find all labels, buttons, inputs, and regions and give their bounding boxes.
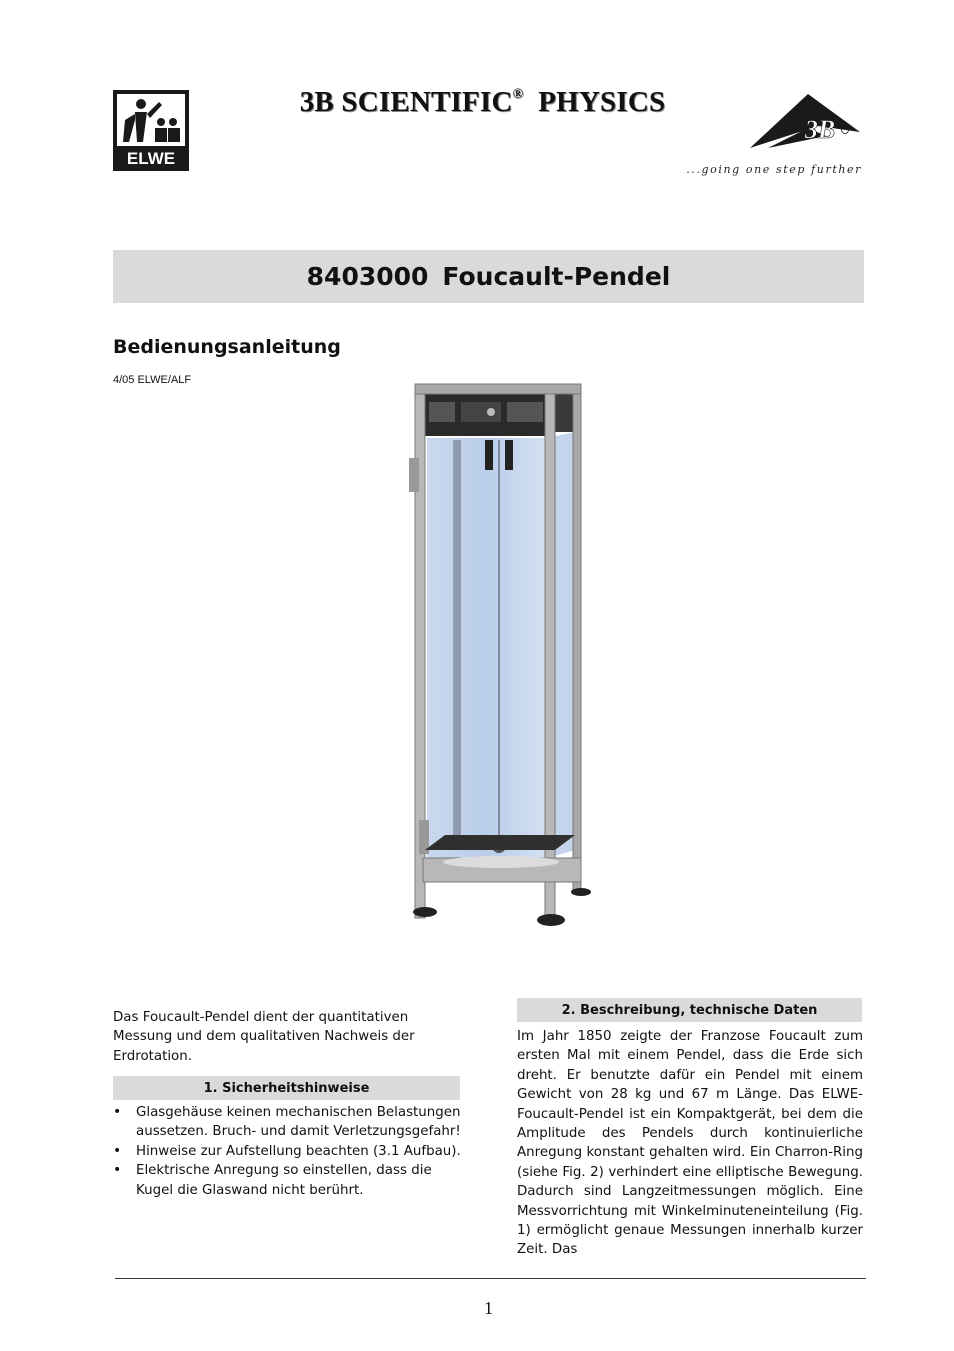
section-heading-safety: 1. Sicherheitshinweise [113,1076,460,1100]
product-code: 8403000 [306,262,429,291]
3b-logo-text: 3B [804,115,836,144]
registered-mark: ® [512,87,524,103]
brand-title [200,86,765,119]
section-heading-description: 2. Beschreibung, technische Daten [517,998,862,1022]
tagline: ...going one step further [686,163,862,176]
3b-logo [748,92,863,152]
product-name: Foucault-Pendel [442,262,671,291]
description-paragraph: Im Jahr 1850 zeigte der Franzose Foucault zum ersten Mal mit einem Pendel, dass die Erde sich dreht. Er benutzte dafür ein Pendel mit einem Gewicht von 28 kg und 67 m Länge. Das ELWE- Foucault-Pendel ist ein Kompaktgerät, bei dem die Amplitude des Pendels durch kontinuierliche Anregung konstant gehalten wird. Ein Charron-Ring (siehe Fig. 2) verhindert eine elliptische Bewegung. Dadurch sind Langzeitmessungen möglich. Eine Messvorrichtung mit Winkelminuteneinteilung (Fig. 1) ermöglicht genaue Messungen innerhalb kurzer Zeit. Das [517,1029,863,1258]
product-title-bar [113,250,864,303]
product-photo [405,380,595,930]
safety-list [113,1103,463,1200]
elwe-logo-text: ELWE [126,149,176,168]
foucault-pendulum-illustration [405,380,595,930]
document-code: 4/05 ELWE/ALF [113,374,192,386]
brand-suffix: PHYSICS [538,86,666,118]
brand-name: 3B SCIENTIFIC [299,86,513,118]
list-item: • Hinweise zur Aufstellung beachten (3.1 Aufbau). [113,1142,463,1161]
list-item: • Elektrische Anregung so einstellen, dass die Kugel die Glaswand nicht berührt. [113,1161,463,1200]
intro-paragraph: Das Foucault-Pendel dient der quantitativen Messung und dem qualitativen Nachweis der Erdrotation. [113,1010,415,1064]
footer-divider [115,1278,866,1279]
list-item: • Glasgehäuse keinen mechanischen Belastungen aussetzen. Bruch- und damit Verletzungsgefahr! [113,1103,463,1142]
page-number: 1 [484,1298,493,1318]
3b-logo-graphic [748,92,863,152]
document-subtitle: Bedienungsanleitung [113,336,341,358]
elwe-logo [113,90,189,171]
elwe-logo-graphic [113,90,189,171]
